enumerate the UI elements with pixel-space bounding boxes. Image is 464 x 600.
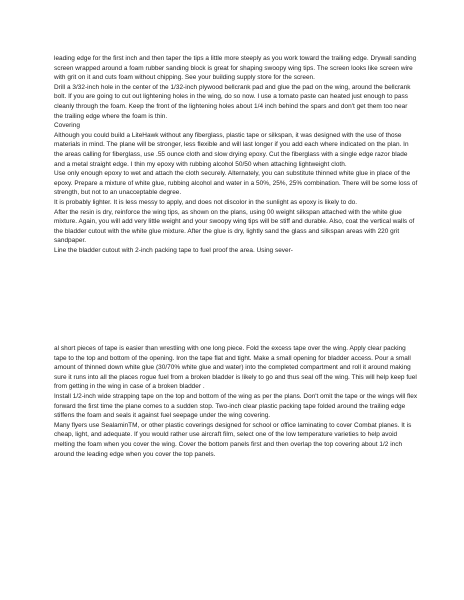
paragraph: It is probably lighter. It is less messy to apply, and does not discolor in the sunlight as epoxy is likely to do. bbox=[54, 198, 358, 206]
paragraph: Install 1/2-inch wide strapping tape on the top and bottom of the wing as per the plans. Don't omit the tape or the wings will flex forward the first time the plane comes to a sudden stop. Two-inch clear plastic packing tape folded around the trailing edge stiffens the foam and seals it against fuel seepage under the wing covering. bbox=[54, 392, 418, 420]
paragraph: Drill a 3/32-inch hole in the center of the 1/32-inch plywood bellcrank pad and glue the pad on the wing, around the bellcrank bolt. If you are going to cut out lightening holes in the wing, do so now. I use a tomato paste can heated just enough to pass cleanly through the foam. Keep the front of the lightening holes about 1/4 inch behind the spars and don't get them too near the trailing edge where the foam is thin. bbox=[54, 83, 411, 120]
paragraph: Although you could build a LiteHawk without any fiberglass, plastic tape or silkspan, it was designed with the use of those materials in mind. The plane will be stronger, less flexible and will last longer if you add each where indicated on the plan. In the areas calling for fiberglass, use .55 ounce cloth and slow drying epoxy. Cut the fiberglass with a single edge razor blade and a metal straight edge. I thin my epoxy with rubbing alcohol 50/50 when attaching lightweight cloth. bbox=[54, 131, 409, 168]
paragraph: leading edge for the first inch and then taper the tips a little more steeply as you work toward the trailing edge. Drywall sanding screen wrapped around a foam rubber sanding block is great for shaping swoopy wing tips. The screen looks like screen wire with grit on it and cuts foam without chipping. See your building supply store for the screen. bbox=[54, 55, 417, 82]
paragraph: Many flyers use SealaminTM, or other plastic coverings designed for school or office laminating to cover Combat planes. It is cheap, light, and adequate. If you would rather use aircraft film, select one of the low temperature varieties to help avoid melting the foam when you cover the wing. Cover the bottom panels first and then overlap the top covering about 1/2 inch around the leading edge when you cover the top panels. bbox=[54, 421, 412, 458]
section-heading: Covering bbox=[54, 122, 80, 130]
paragraph: Line the bladder cutout with 2-inch packing tape to fuel proof the area. Using sever- bbox=[54, 246, 293, 254]
paragraph: After the resin is dry, reinforce the wing tips, as shown on the plans, using 00 weight silkspan attached with the white glue mixture. Again, you will add very little weight and your swoopy wing tips will be stiff and durable. Also, coat the vertical walls of the bladder cutout with the white glue mixture. After the glue is dry, lightly sand the glass and silkspan areas with 220 grit sandpaper. bbox=[54, 208, 415, 245]
text-block-lower bbox=[54, 344, 418, 459]
paragraph: al short pieces of tape is easier than wrestling with one long piece. Fold the excess tape over the wing. Apply clear packing tape to the top and bottom of the opening. Iron the tape flat and tight. Make a small opening for bladder access. Pour a small amount of thinned down white glue (30/70% white glue and water) into the completed compartment and roll it around making sure it runs into all the places rogue fuel from a broken bladder is likely to go and thus seal off the wing. This will help keep fuel from getting in the wing in case of a broken bladder . bbox=[54, 345, 417, 391]
text-block-upper bbox=[54, 54, 418, 255]
paragraph: Use only enough epoxy to wet and attach the cloth securely. Alternately, you can substitute thinned white glue in place of the epoxy. Prepare a mixture of white glue, rubbing alcohol and water in a 50%, 25%, 25% combination. There will be some loss of strength, but not to an unacceptable degree. bbox=[54, 170, 418, 197]
